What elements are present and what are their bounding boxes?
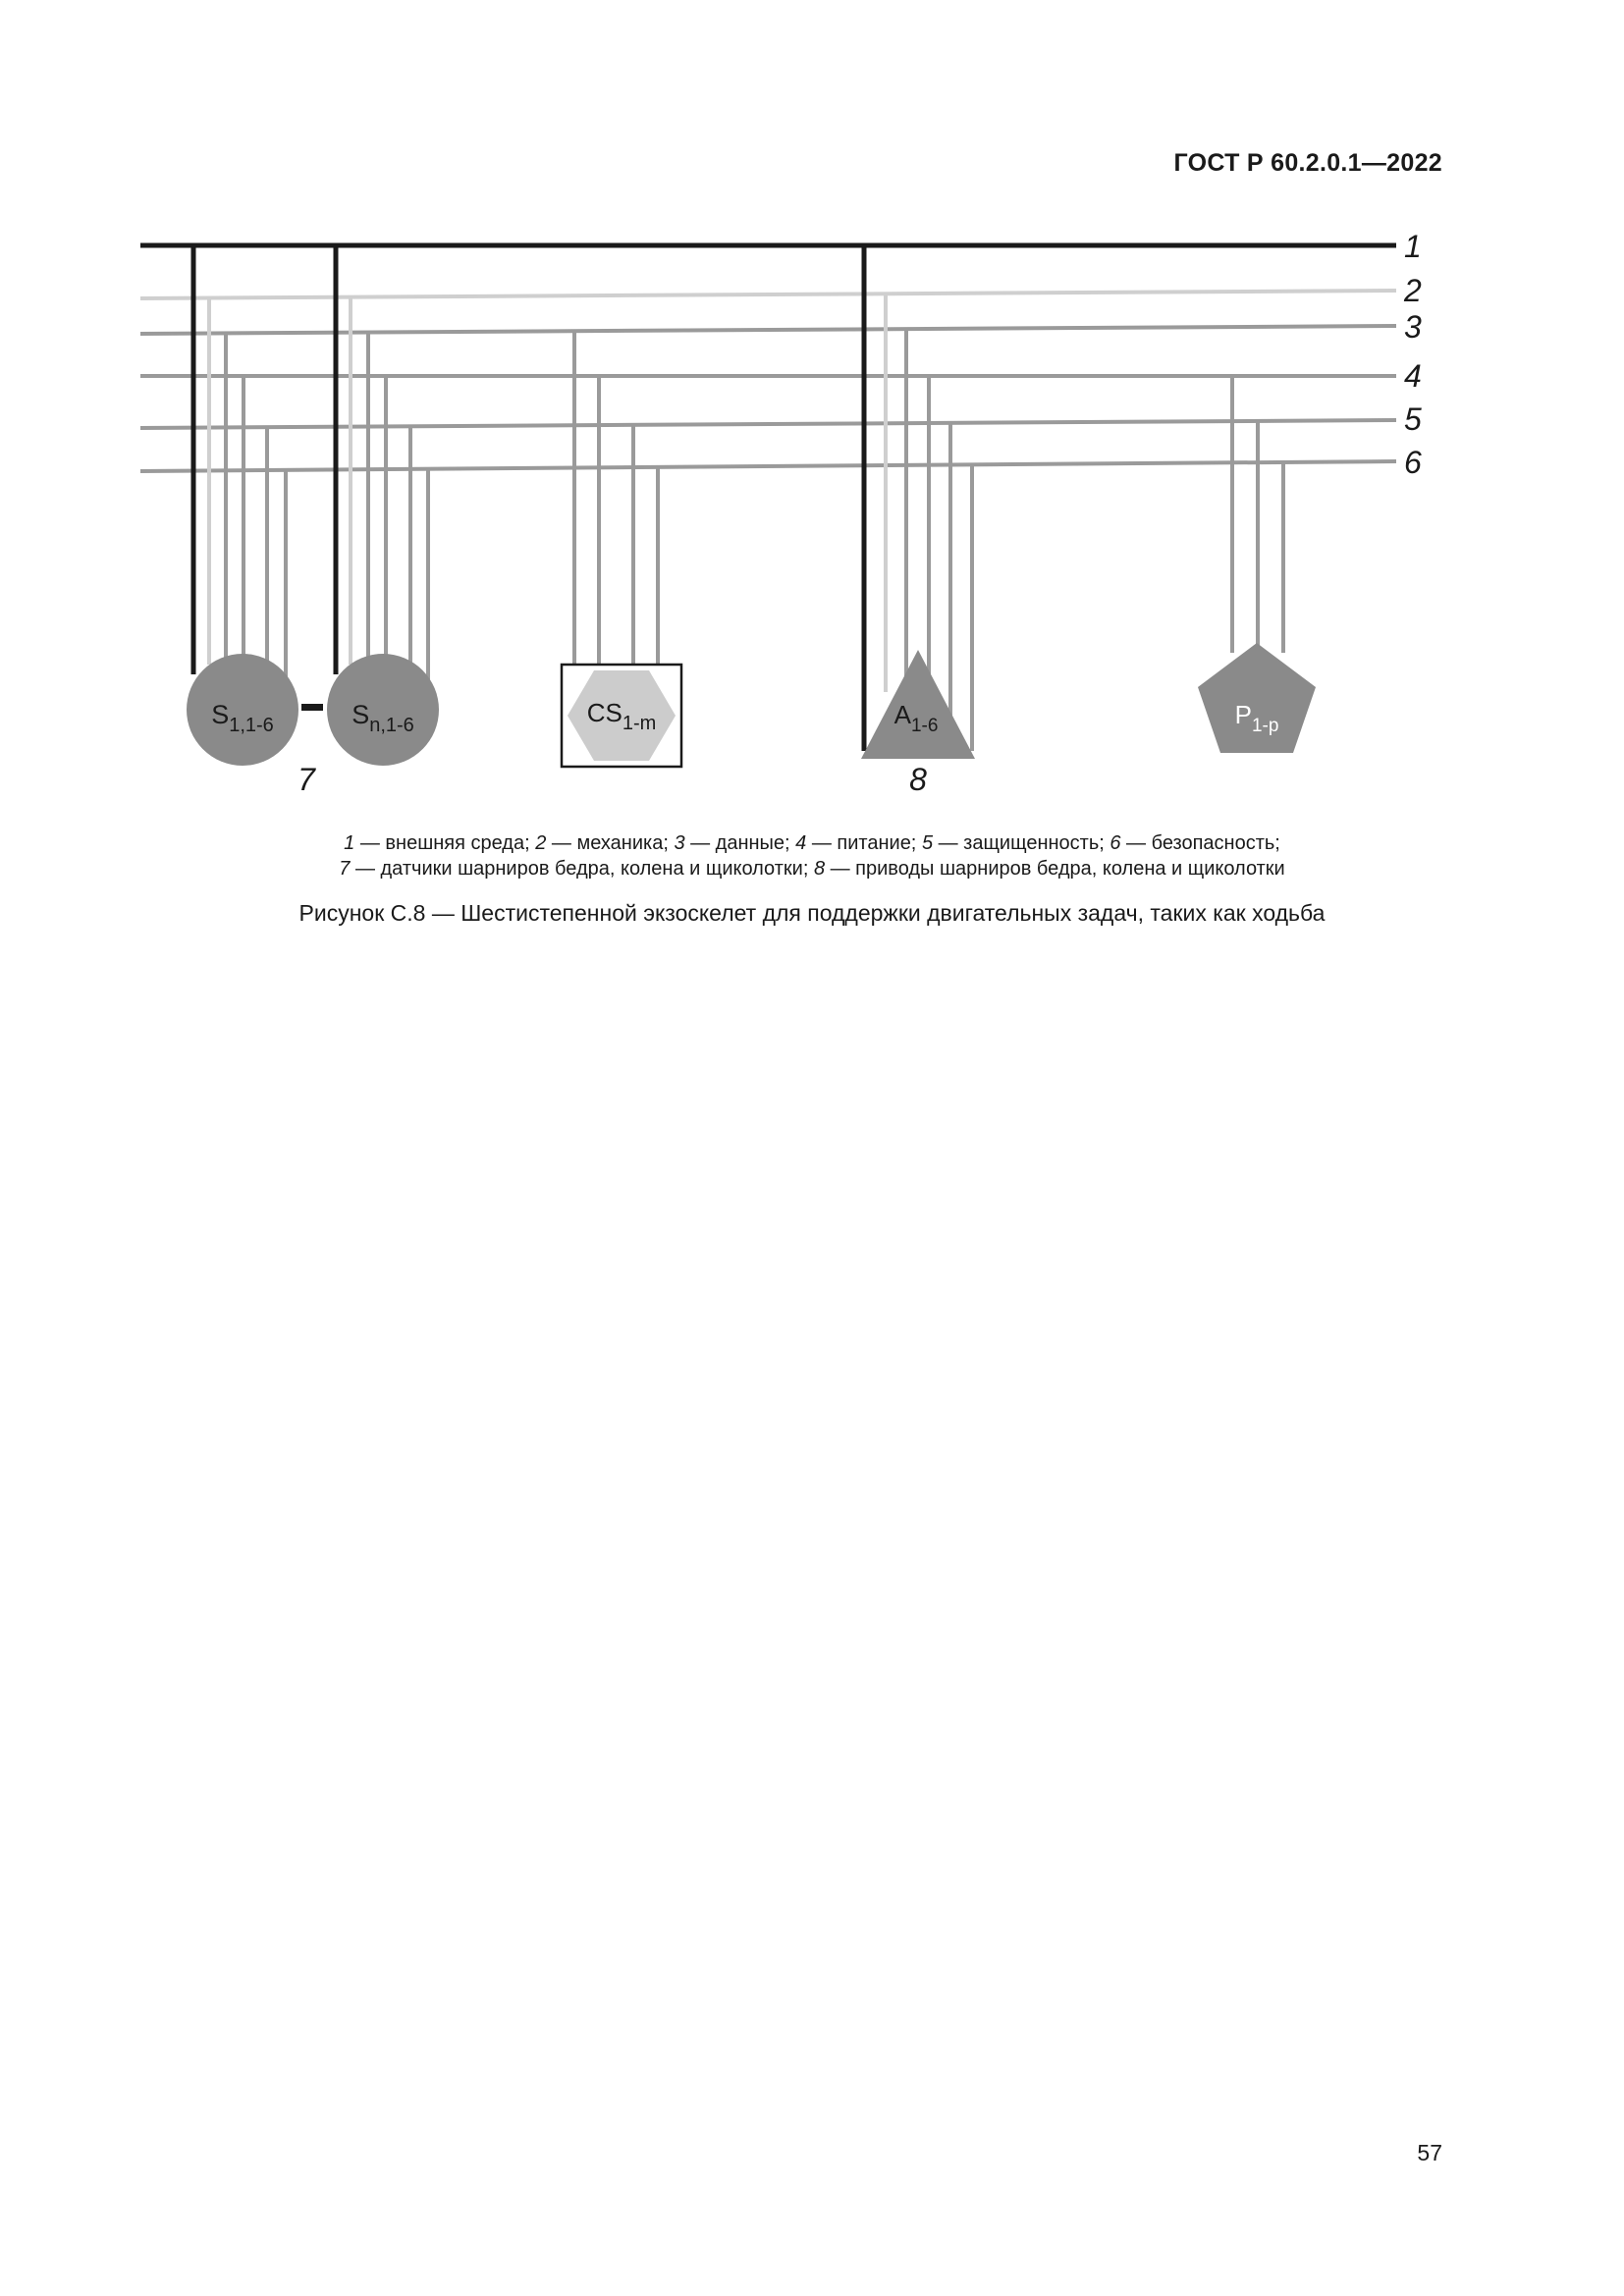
- document-header: ГОСТ Р 60.2.0.1—2022: [1173, 149, 1442, 177]
- callout-8: 8: [909, 762, 927, 797]
- bus-label-3: 3: [1404, 309, 1422, 345]
- sensor-node-last: [327, 654, 439, 766]
- legend-num: 2: [535, 832, 547, 854]
- control-system-node: [562, 665, 681, 767]
- bus-label-6: 6: [1404, 445, 1422, 480]
- bus-label-4: 4: [1404, 358, 1422, 394]
- legend-num: 7: [339, 858, 351, 880]
- legend-line-1: [0, 830, 1624, 856]
- legend-text: — механика;: [546, 832, 675, 854]
- sensor-connector-dash: [301, 704, 323, 711]
- actuators-label: $A_{1-6}$: [893, 700, 939, 736]
- legend-text: — приводы шарниров бедра, колена и щиколотки: [825, 858, 1285, 880]
- legend-text: — защищенность;: [933, 832, 1110, 854]
- legend-text: — безопасность;: [1120, 832, 1280, 854]
- legend-num: 1: [344, 832, 355, 854]
- power-node: [1198, 643, 1316, 753]
- callout-7: 7: [298, 762, 315, 797]
- legend-line-2: [0, 856, 1624, 881]
- actuators-node: [861, 650, 975, 759]
- sensor-first-label: $S_{1,1-6}$: [211, 700, 274, 736]
- bus-label-2: 2: [1404, 273, 1422, 308]
- legend-text: — датчики шарниров бедра, колена и щиколотки;: [350, 858, 814, 880]
- legend-text: — внешняя среда;: [354, 832, 536, 854]
- bus-5-line: [140, 420, 1396, 428]
- bus-label-5: 5: [1404, 401, 1422, 437]
- legend-num: 8: [813, 858, 826, 880]
- sensor-node-first: [187, 654, 298, 766]
- power-label: $P_{1-p}$: [1234, 700, 1279, 736]
- bus-3-line: [140, 326, 1396, 334]
- legend-num: 6: [1110, 832, 1121, 854]
- bus-6-line: [140, 461, 1396, 471]
- exoskeleton-diagram: [0, 0, 1624, 805]
- legend-num: 3: [674, 832, 685, 854]
- legend-num: 4: [795, 832, 807, 854]
- legend-text: — питание;: [806, 832, 922, 854]
- control-system-label: $CS_{1-m}$: [586, 698, 657, 734]
- page-number: 57: [1417, 2140, 1442, 2165]
- bus-labels: [1403, 229, 1422, 480]
- legend-num: 5: [921, 832, 934, 854]
- bus-lines: [140, 245, 1396, 471]
- legend-text: — данные;: [684, 832, 796, 854]
- bus-label-1: 1: [1404, 229, 1422, 264]
- bus-2-line: [140, 291, 1396, 298]
- sensor-last-label: $S_{n,1-6}$: [352, 700, 414, 736]
- figure-caption: Рисунок С.8 — Шестистепенной экзоскелет для поддержки двигательных задач, таких как ходьба: [298, 900, 1326, 926]
